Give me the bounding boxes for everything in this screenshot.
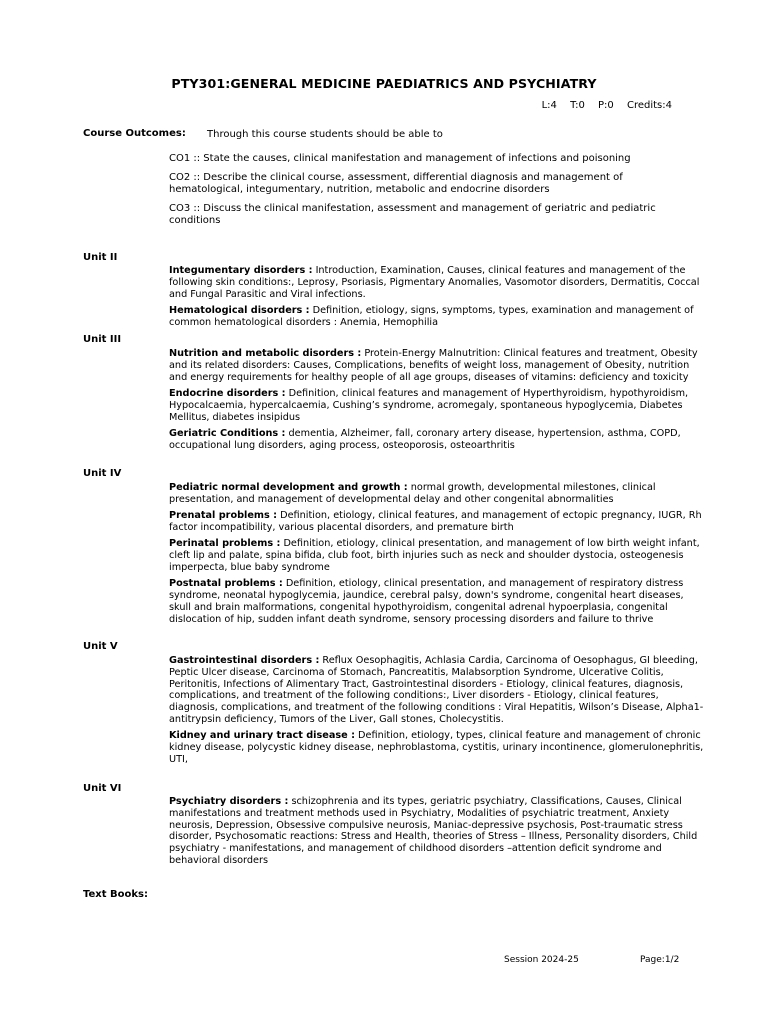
topic-heading: Endocrine disorders : (169, 387, 286, 399)
topic-heading: Prenatal problems : (169, 510, 278, 522)
topic (169, 538, 705, 573)
practical-hours: P:0 (598, 100, 614, 111)
topic-text: Definition, etiology, types, clinical feature and management of chronic kidney disease, polycystic kidney disease, nephroblastoma, cystitis, urinary incontinence, glomerulonephritis, UTI, (169, 730, 704, 765)
topic-text: Reflux Oesophagitis, Achlasia Cardia, Carcinoma of Oesophagus, GI bleeding, Peptic Ulcer disease, Carcinoma of Stomach, Pancreatitis, Malabsorption Syndrome, Ulcerative Colitis, Peritonitis, Infections of Alimentary Tract, Gastrointestinal disorders - Etiology, clinical features, diagnosis, complications, and treatment of the following conditions:, Liver disorders - Etiology, clinical features, diagnosis, complications, and treatment of the following conditions : Viral Hepatitis, Wilson’s Disease, Alpha1-antitrypsin deficiency, Tumors of the Liver, Gall stones, Cholecystitis. (169, 655, 704, 725)
course-outcome-3: CO3 :: Discuss the clinical manifestation, assessment and management of geriatric and pediatric conditions (169, 202, 656, 226)
topic (169, 388, 705, 423)
topic-text: normal growth, developmental milestones, clinical presentation, and management of developmental delay and other congenital abnormalities (169, 482, 656, 505)
lecture-hours: L:4 (541, 100, 557, 111)
topic (169, 510, 705, 534)
topic (169, 265, 705, 300)
unit-4-body (169, 482, 705, 630)
topic (169, 578, 705, 625)
topic-text: Protein-Energy Malnutrition: Clinical features and treatment, Obesity and its related disorders: Causes, Complications, benefits of weight loss, management of Obesity, nutrition and energy requirements for healthy people of all age groups, diseases of vitamins: deficiency and toxicity (169, 348, 698, 383)
topic-text: schizophrenia and its types, geriatric psychiatry, Classifications, Causes, Clinical manifestations and treatment methods used in Psychiatry, Modalities of psychiatric treatment, Anxiety neurosis, Depression, Obsessive compulsive neurosis, Maniac-depressive psychosis, Post-traumatic stress disorder, Psychosomatic reactions: Stress and Health, theories of Stress – Illness, Personality disorders, Child psychiatry - manifestations, and management of childhood disorders –attention deficit syndrome and behavioral disorders (169, 796, 698, 866)
credits: Credits:4 (626, 100, 672, 111)
topic-text: Definition, etiology, clinical presentation, and management of respiratory distress syndrome, neonatal hypoglycemia, jaundice, cerebral palsy, down's syndrome, congenital heart diseases, skull and brain malformations, congenital hypothyroidism, congenital adrenal hypoerplasia, congenital dislocation of hip, sudden infant death syndrome, sensory processing disorders and failure to thrive (169, 578, 684, 625)
topic (169, 482, 705, 506)
topic (169, 655, 705, 726)
topic (169, 730, 705, 765)
course-outcomes-list (169, 153, 689, 234)
topic-text: Definition, clinical features and management of Hyperthyroidism, hypothyroidism, Hypocalcaemia, hypercalcaemia, Cushing’s syndrome, acromegaly, spontaneous hypoglycemia, Diabetes Mellitus, diabetes insipidus (169, 387, 689, 423)
ltp-credits (533, 100, 672, 111)
course-outcome-1: CO1 :: State the causes, clinical manifestation and management of infections and poisoning (169, 153, 631, 164)
topic-heading: Geriatric Conditions : (169, 427, 286, 439)
topic-text: Definition, etiology, clinical features, and management of ectopic pregnancy, IUGR, Rh factor incompatibility, various placental disorders, and premature birth (169, 510, 702, 533)
course-outcomes-label: Course Outcomes: (83, 128, 186, 139)
unit-6-body (169, 796, 705, 871)
topic-heading: Gastrointestinal disorders : (169, 655, 320, 666)
topic-heading: Hematological disorders : (169, 304, 310, 316)
session-label: Session 2024-25 (504, 955, 579, 965)
course-outcome-2: CO2 :: Describe the clinical course, assessment, differential diagnosis and management of hematological, integumentary, nutrition, metabolic and endocrine disorders (169, 171, 623, 195)
unit-3-body (169, 348, 705, 456)
topic-text: Introduction, Examination, Causes, clinical features and management of the following skin conditions:, Leprosy, Psoriasis, Pigmentary Anomalies, Vasomotor disorders, Dermatitis, Coccal and Fungal Parasitic and Viral infections. (169, 265, 700, 300)
unit-5-label: Unit V (83, 641, 118, 652)
topic (169, 428, 705, 452)
topic-text: dementia, Alzheimer, fall, coronary artery disease, hypertension, asthma, COPD, occupational lung disorders, aging process, osteoporosis, osteoarthritis (169, 427, 681, 451)
topic-heading: Nutrition and metabolic disorders : (169, 348, 362, 359)
page-title: PTY301:GENERAL MEDICINE PAEDIATRICS AND PSYCHIATRY (171, 76, 597, 91)
topic-heading: Pediatric normal development and growth : (169, 482, 408, 493)
course-outcomes-intro: Through this course students should be able to (207, 129, 443, 140)
topic-heading: Kidney and urinary tract disease : (169, 730, 355, 742)
unit-5-body (169, 655, 705, 770)
topic-heading: Integumentary disorders : (169, 265, 313, 276)
unit-6-label: Unit VI (83, 783, 122, 794)
unit-4-label: Unit IV (83, 468, 122, 479)
topic-text: Definition, etiology, signs, symptoms, types, examination and management of common hematological disorders : Anemia, Hemophilia (169, 304, 694, 328)
topic-heading: Postnatal problems : (169, 578, 283, 590)
tutorial-hours: T:0 (570, 100, 585, 111)
text-books-heading: Text Books: (83, 889, 148, 900)
topic-heading: Psychiatry disorders : (169, 796, 289, 807)
topic (169, 305, 705, 329)
unit-3-label: Unit III (83, 334, 122, 345)
unit-2-body (169, 265, 705, 333)
topic (169, 348, 705, 383)
page-number: Page:1/2 (640, 955, 680, 965)
topic-text: Definition, etiology, clinical presentation, and management of low birth weight infant, cleft lip and palate, spina bifida, club foot, birth injuries such as neck and shoulder dystocia, osteogenesis imperpecta, blue baby syndrome (169, 538, 700, 573)
topic (169, 796, 705, 867)
unit-2-label: Unit II (83, 252, 118, 263)
topic-heading: Perinatal problems : (169, 538, 281, 550)
